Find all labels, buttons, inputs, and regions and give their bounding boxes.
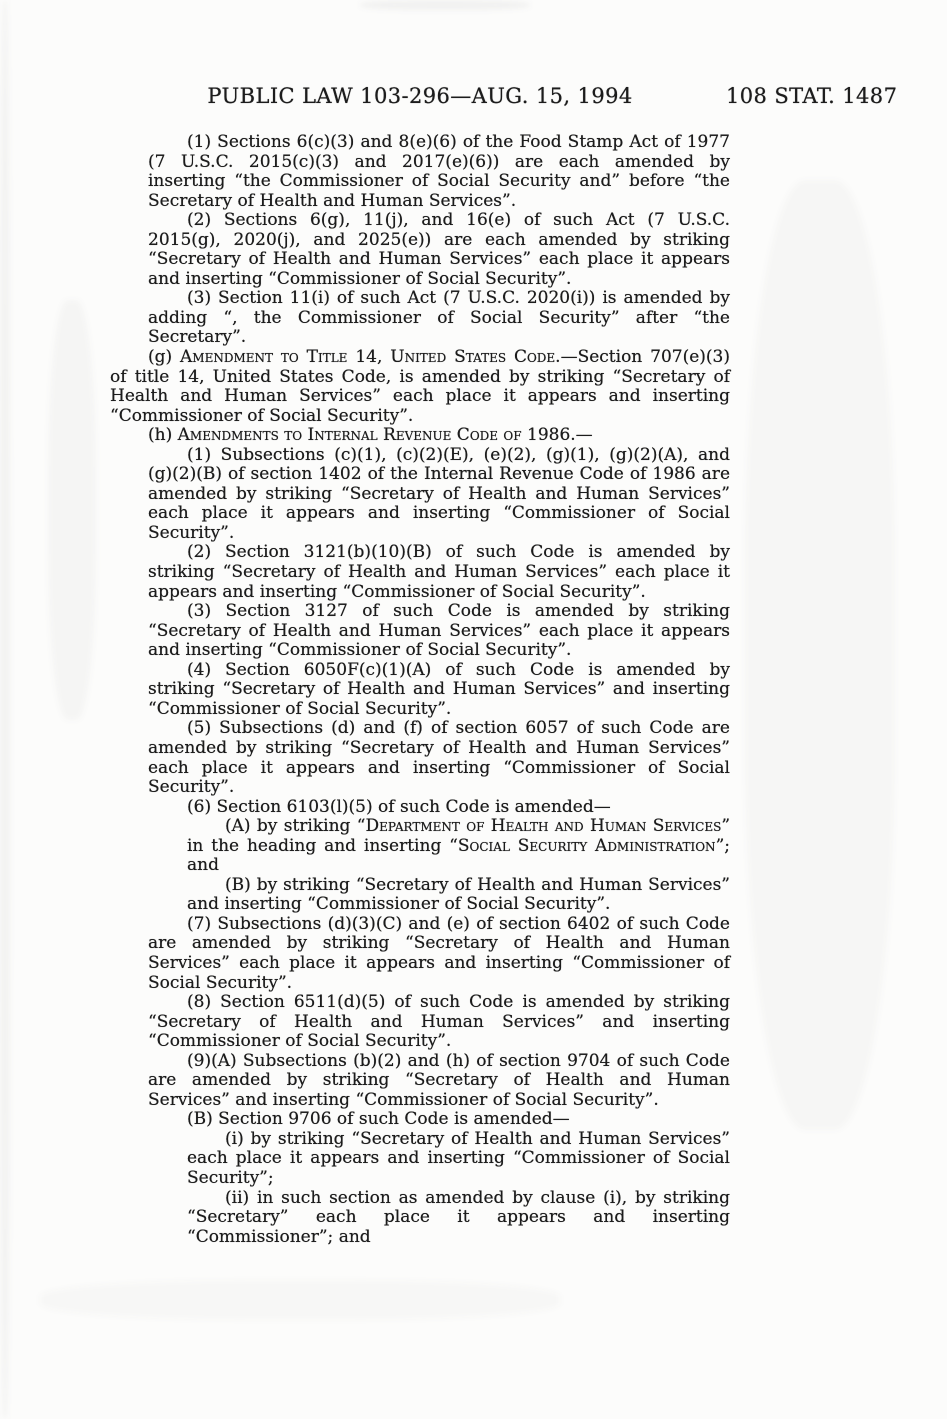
statute-paragraph bbox=[110, 876, 730, 915]
statute-paragraph bbox=[110, 446, 730, 544]
text-run: (1) Subsections (c)(1), (c)(2)(E), (e)(2), (g)(1), (g)(2)(A), and (g)(2)(B) of section 1402 of the Internal Revenue Code of 1986 are amended by striking “Secretary of Health and Human Services” each place it appears and inserting “Commissioner of Social Security”. bbox=[148, 444, 730, 543]
statute-paragraph bbox=[110, 211, 730, 289]
statute-paragraph bbox=[110, 543, 730, 602]
statute-paragraph bbox=[110, 661, 730, 720]
statute-paragraph bbox=[110, 133, 730, 211]
statute-paragraph bbox=[110, 798, 730, 818]
statute-paragraph bbox=[110, 602, 730, 661]
text-run: (8) Section 6511(d)(5) of such Code is amended by striking “Secretary of Health and Human Services” and inserting “Commissioner of Social Security”. bbox=[148, 992, 730, 1052]
statute-paragraph bbox=[110, 915, 730, 993]
text-run: (B) Section 9706 of such Code is amended— bbox=[187, 1109, 570, 1130]
statute-text bbox=[110, 133, 730, 1247]
text-run: (2) Section 3121(b)(10)(B) of such Code is amended by striking “Secretary of Health and Human Services” each place it appears and inserting “Commissioner of Social Security”. bbox=[148, 542, 730, 602]
statute-paragraph bbox=[110, 1052, 730, 1111]
small-caps-run: Social Security Administration bbox=[457, 835, 716, 856]
text-run: (5) Subsections (d) and (f) of section 6057 of such Code are amended by striking “Secretary of Health and Human Services” each place it appears and inserting “Commissioner of Social Security”. bbox=[148, 718, 730, 798]
text-run: — bbox=[575, 425, 593, 446]
text-run: —Section 707(e)(3) of title 14, United States Code, is amended by striking “Secretary of Health and Human Services” each place it appears and inserting “Commissioner of Social Security”. bbox=[110, 347, 730, 426]
scan-edge-artifact bbox=[0, 0, 10, 1419]
statute-paragraph bbox=[110, 993, 730, 1052]
stat-page-number: 108 STAT. 1487 bbox=[726, 84, 898, 108]
text-run: (i) by striking “Secretary of Health and Human Services” each place it appears and inserting “Commissioner of Social Security”; bbox=[187, 1128, 730, 1188]
statute-paragraph bbox=[110, 719, 730, 797]
statute-paragraph bbox=[110, 817, 730, 876]
law-running-head: PUBLIC LAW 103-296—AUG. 15, 1994 bbox=[207, 84, 633, 108]
small-caps-run: Amendment to Title 14, United States Code. bbox=[180, 347, 561, 368]
statute-paragraph bbox=[110, 1189, 730, 1248]
text-run: (2) Sections 6(g), 11(j), and 16(e) of such Act (7 U.S.C. 2015(g), 2020(j), and 2025(e)) are each amended by striking “Secretary of Health and Human Services” each place it appears and inserting “Commissioner of Social Security”. bbox=[148, 210, 730, 289]
text-run: ” in the heading and inserting “ bbox=[187, 816, 731, 856]
text-run: ”; and bbox=[187, 835, 730, 876]
scan-ghost-text-artifact bbox=[48, 300, 96, 720]
scan-ghost-text-artifact bbox=[745, 180, 895, 1130]
small-caps-run: Amendments to Internal Revenue Code of 1986. bbox=[177, 425, 576, 446]
statute-paragraph bbox=[110, 1110, 730, 1130]
text-run: (3) Section 11(i) of such Act (7 U.S.C. 2020(i)) is amended by adding “, the Commissioner of Social Security” after “the Secretary”. bbox=[148, 288, 730, 348]
text-run: (9)(A) Subsections (b)(2) and (h) of section 9704 of such Code are amended by striking “Secretary of Health and Human Services” and inserting “Commissioner of Social Security”. bbox=[148, 1050, 730, 1110]
text-run: (h) bbox=[148, 425, 178, 446]
text-run: (4) Section 6050F(c)(1)(A) of such Code is amended by striking “Secretary of Health and Human Services” and inserting “Commissioner of Social Security”. bbox=[148, 659, 730, 719]
scan-smudge-artifact bbox=[40, 1280, 560, 1320]
text-run: (6) Section 6103(l)(5) of such Code is amended— bbox=[187, 796, 611, 817]
small-caps-run: Department of Health and Human Services bbox=[365, 816, 722, 837]
text-run: (g) bbox=[148, 347, 181, 368]
statute-paragraph bbox=[110, 426, 730, 446]
text-run: (1) Sections 6(c)(3) and 8(e)(6) of the Food Stamp Act of 1977 (7 U.S.C. 2015(c)(3) and 2017(e)(6)) are each amended by inserting “the Commissioner of Social Security and” before “the Secretary of Health and Human Services”. bbox=[148, 132, 730, 211]
text-run: (3) Section 3127 of such Code is amended by striking “Secretary of Health and Human Services” each place it appears and inserting “Commissioner of Social Security”. bbox=[148, 601, 730, 661]
statute-paragraph bbox=[110, 289, 730, 348]
text-run: (A) by striking “ bbox=[225, 816, 366, 837]
text-run: (7) Subsections (d)(3)(C) and (e) of section 6402 of such Code are amended by striking “Secretary of Health and Human Services” each place it appears and inserting “Commissioner of Social Security”. bbox=[148, 913, 730, 993]
text-run: (ii) in such section as amended by clause (i), by striking “Secretary” each place it appears and inserting “Commissioner”; and bbox=[187, 1187, 730, 1247]
scan-smudge-artifact bbox=[360, 0, 530, 10]
statute-paragraph bbox=[110, 1130, 730, 1189]
text-run: (B) by striking “Secretary of Health and Human Services” and inserting “Commissioner of Social Security”. bbox=[187, 874, 730, 915]
statute-paragraph bbox=[110, 348, 730, 426]
